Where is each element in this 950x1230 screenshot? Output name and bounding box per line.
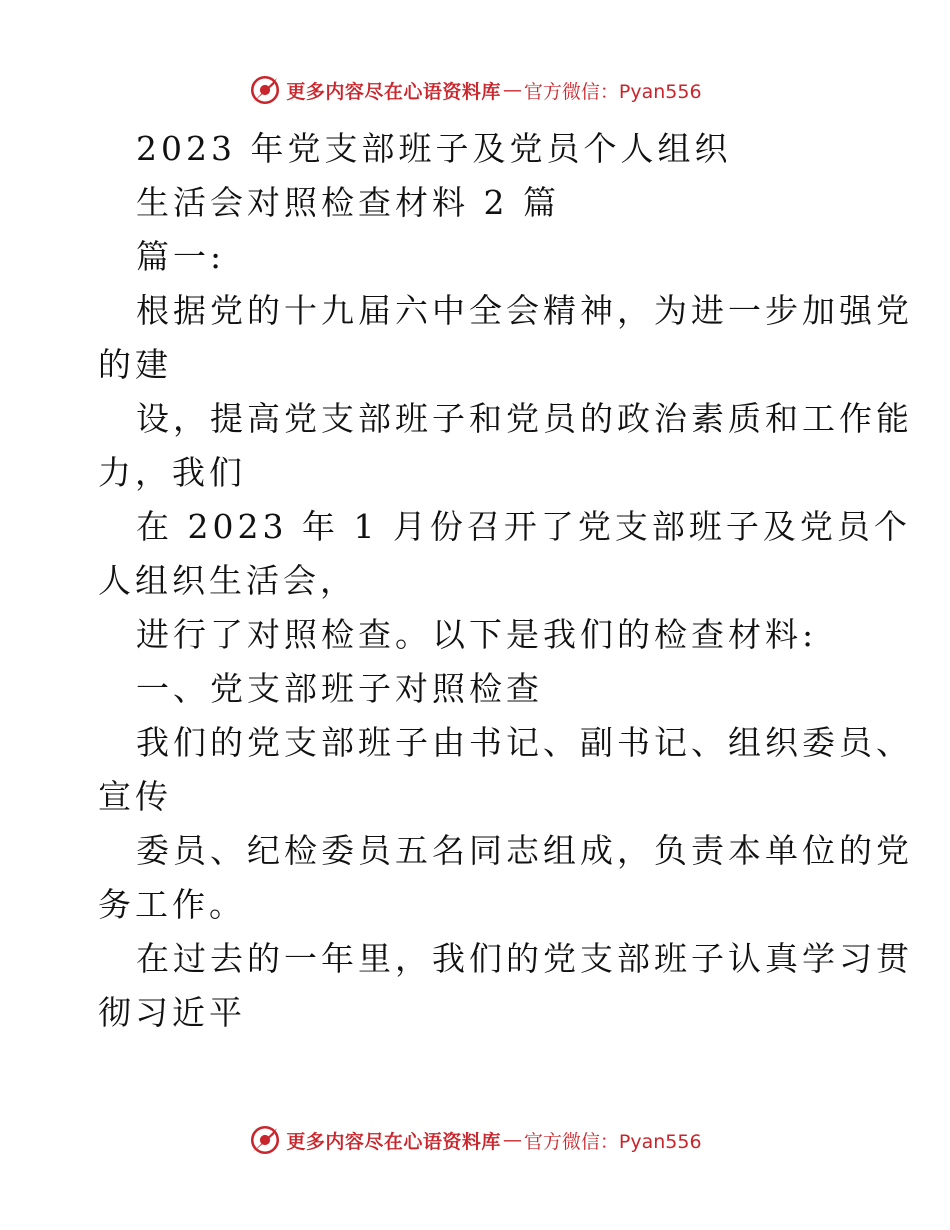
banner-separator: —: [502, 1129, 522, 1151]
banner-text: 更多内容尽在心语资料库: [286, 1130, 501, 1153]
banner-wechat: 官方微信：Pyan556: [523, 1130, 702, 1153]
text-line: 篇一:: [136, 237, 226, 276]
text-line: 我们的党支部班子由书记、副书记、组织委员、: [136, 723, 913, 762]
footer-banner: [0, 1120, 950, 1160]
text-line: 委员、纪检委员五名同志组成，负责本单位的党: [136, 831, 913, 870]
text-line: 务工作。: [98, 885, 246, 924]
document-body: [98, 122, 913, 1040]
banner-separator: —: [502, 79, 522, 101]
text-line: 彻习近平: [98, 993, 246, 1032]
header-banner: [0, 70, 950, 110]
text-line: 一、党支部班子对照检查: [136, 669, 543, 708]
text-line: 力，我们: [98, 453, 246, 492]
text-line: 2023 年党支部班子及党员个人组织: [136, 129, 732, 168]
text-line: 宣传: [98, 777, 172, 816]
text-line: 设，提高党支部班子和党员的政治素质和工作能: [136, 399, 913, 438]
text-line: 生活会对照检查材料 2 篇: [136, 183, 560, 222]
text-line: 根据党的十九届六中全会精神，为进一步加强党: [136, 291, 913, 330]
text-line: 人组织生活会，: [98, 561, 357, 600]
text-line: 的建: [98, 345, 172, 384]
text-line: 在 2023 年 1 月份召开了党支部班子及党员个: [136, 507, 911, 546]
brand-logo-icon: [248, 73, 282, 107]
brand-logo-icon: [248, 1123, 282, 1157]
banner-text: 更多内容尽在心语资料库: [286, 80, 501, 103]
text-line: 进行了对照检查。以下是我们的检查材料:: [136, 615, 818, 654]
text-line: 在过去的一年里，我们的党支部班子认真学习贯: [136, 939, 913, 978]
banner-wechat: 官方微信：Pyan556: [523, 80, 702, 103]
